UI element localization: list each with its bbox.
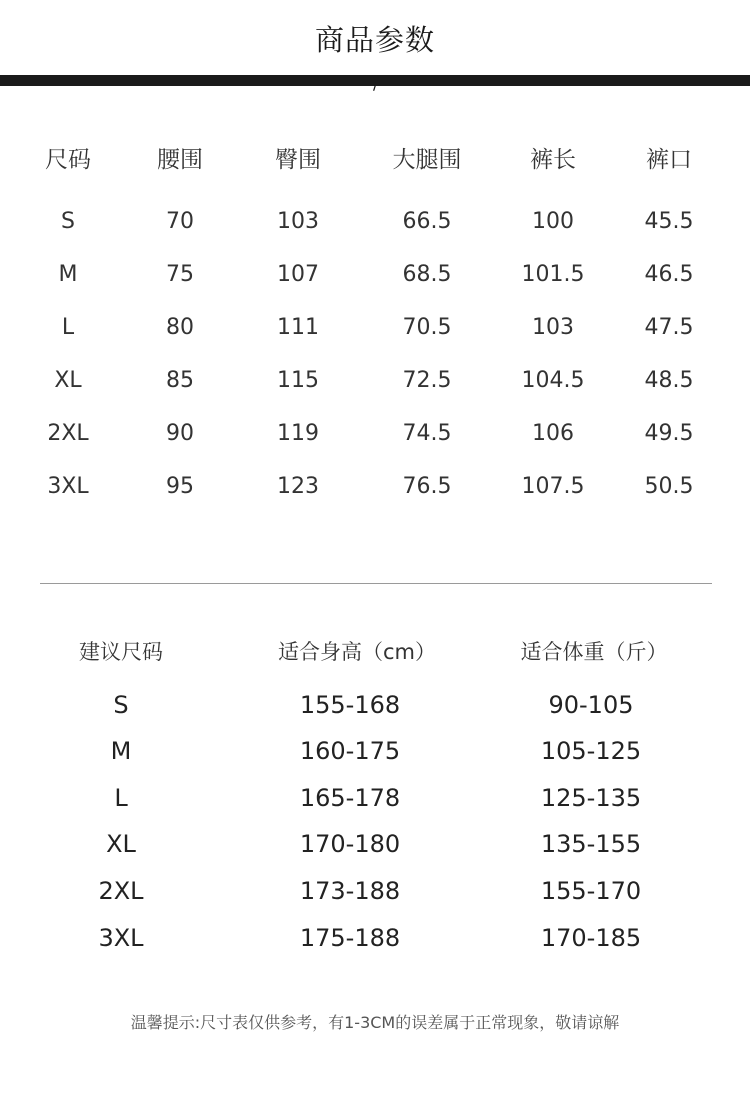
cell-height: 175-188 — [299, 924, 401, 952]
table-row — [0, 202, 750, 242]
table-row — [0, 308, 750, 348]
cell-height: 165-178 — [299, 784, 401, 812]
cell-height: 170-180 — [299, 830, 401, 858]
header-weight: 适合体重（斤） — [520, 640, 668, 664]
divider-mark: / — [373, 74, 379, 93]
cell-hip: 123 — [277, 474, 319, 499]
table-row — [0, 361, 750, 401]
cell-waist: 75 — [166, 262, 194, 287]
cell-size: 2XL — [47, 421, 89, 446]
cell-hip: 115 — [277, 368, 319, 393]
cell-size: L — [61, 315, 75, 340]
cell-hip: 111 — [277, 315, 319, 340]
cell-hip: 119 — [277, 421, 319, 446]
size-disclaimer-note: 温馨提示:尺寸表仅供参考，有1-3CM的误差属于正常现象，敬请谅解 — [130, 1013, 620, 1032]
cell-hip: 107 — [277, 262, 319, 287]
cell-weight: 170-185 — [540, 924, 642, 952]
table-row — [0, 871, 750, 911]
cell-thigh: 66.5 — [402, 209, 452, 234]
table-header-row — [0, 632, 750, 672]
header-hem: 裤口 — [646, 147, 692, 173]
cell-hip: 103 — [277, 209, 319, 234]
page-title: 商品参数 — [314, 23, 435, 57]
cell-waist: 70 — [166, 209, 194, 234]
cell-thigh: 72.5 — [402, 368, 452, 393]
cell-length: 104.5 — [521, 368, 585, 393]
cell-size: S — [61, 209, 75, 234]
table-row — [0, 255, 750, 295]
header-size: 尺码 — [45, 147, 91, 173]
cell-hem: 46.5 — [644, 262, 694, 287]
cell-weight: 155-170 — [540, 877, 642, 905]
cell-weight: 105-125 — [540, 737, 642, 765]
cell-hem: 50.5 — [644, 474, 694, 499]
cell-thigh: 76.5 — [402, 474, 452, 499]
cell-length: 100 — [532, 209, 574, 234]
cell-height: 160-175 — [299, 737, 401, 765]
cell-thigh: 70.5 — [402, 315, 452, 340]
cell-waist: 90 — [166, 421, 194, 446]
cell-size: XL — [106, 830, 136, 858]
header-height: 适合身高（cm） — [277, 640, 436, 664]
cell-size: 3XL — [47, 474, 89, 499]
cell-thigh: 68.5 — [402, 262, 452, 287]
cell-length: 106 — [532, 421, 574, 446]
cell-weight: 90-105 — [548, 691, 634, 719]
section-divider — [40, 583, 712, 584]
cell-waist: 80 — [166, 315, 194, 340]
header-waist: 腰围 — [157, 147, 203, 173]
cell-height: 155-168 — [299, 691, 401, 719]
cell-hem: 45.5 — [644, 209, 694, 234]
table-row — [0, 778, 750, 818]
cell-length: 107.5 — [521, 474, 585, 499]
table-row — [0, 467, 750, 507]
table-row — [0, 731, 750, 771]
cell-thigh: 74.5 — [402, 421, 452, 446]
cell-size: 3XL — [98, 924, 144, 952]
table-header-row — [0, 140, 750, 180]
cell-size: M — [110, 737, 132, 765]
cell-hem: 47.5 — [644, 315, 694, 340]
table-row — [0, 918, 750, 958]
cell-length: 101.5 — [521, 262, 585, 287]
table-row — [0, 414, 750, 454]
cell-waist: 95 — [166, 474, 194, 499]
table-row — [0, 685, 750, 725]
cell-length: 103 — [532, 315, 574, 340]
header-thigh: 大腿围 — [392, 147, 462, 173]
cell-size: M — [58, 262, 78, 287]
cell-hem: 49.5 — [644, 421, 694, 446]
cell-size: XL — [54, 368, 82, 393]
header-hip: 臀围 — [275, 147, 321, 173]
cell-size: 2XL — [98, 877, 144, 905]
cell-weight: 125-135 — [540, 784, 642, 812]
cell-size: L — [114, 784, 128, 812]
table-row — [0, 824, 750, 864]
header-length: 裤长 — [530, 147, 576, 173]
cell-hem: 48.5 — [644, 368, 694, 393]
header-suggested-size: 建议尺码 — [79, 640, 163, 664]
cell-waist: 85 — [166, 368, 194, 393]
cell-size: S — [113, 691, 129, 719]
cell-weight: 135-155 — [540, 830, 642, 858]
cell-height: 173-188 — [299, 877, 401, 905]
